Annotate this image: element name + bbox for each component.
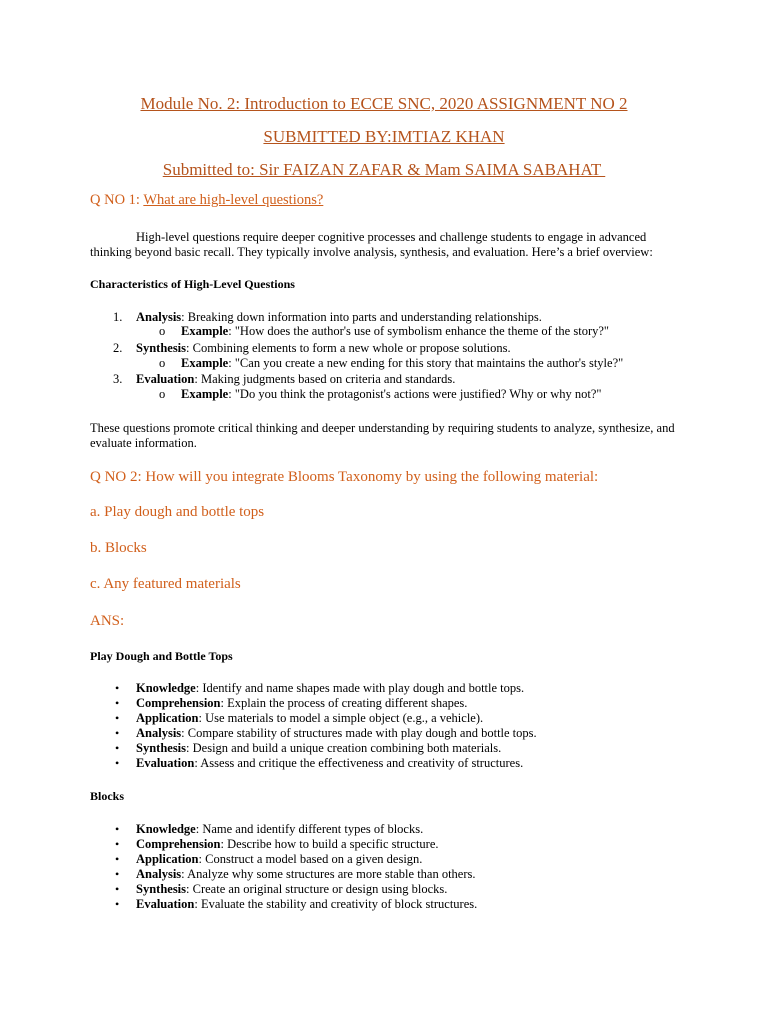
bullet-icon: •	[115, 681, 120, 695]
term: Application	[136, 852, 199, 866]
list-item-text	[136, 867, 476, 882]
example-text	[181, 324, 609, 339]
sub-bullet: o	[159, 387, 166, 401]
bullet-icon: •	[115, 822, 120, 836]
ans-label: ANS:	[90, 613, 125, 629]
characteristics-heading: Characteristics of High-Level Questions	[90, 277, 295, 291]
bullet-icon: •	[115, 882, 120, 896]
q1-heading	[90, 192, 323, 209]
term: Evaluation	[136, 372, 195, 386]
term: Comprehension	[136, 696, 221, 710]
list-item-text	[136, 372, 455, 387]
q1-conclusion-line2: evaluate information.	[90, 436, 197, 450]
q1-intro-line2: thinking beyond basic recall. They typically involve analysis, synthesis, and evaluation. Here’s a brief overview:	[90, 245, 653, 259]
sub-bullet: o	[159, 356, 166, 370]
term: Synthesis	[136, 341, 187, 355]
term: Application	[136, 711, 199, 725]
bullet-icon: •	[115, 897, 120, 911]
section-heading-blocks: Blocks	[90, 789, 125, 803]
q1-prefix: Q NO 1:	[90, 192, 140, 208]
example-body: : "Can you create a new ending for this story that maintains the author's style?"	[228, 356, 624, 370]
example-term: Example	[181, 356, 229, 370]
q1-conclusion-line1: These questions promote critical thinking and deeper understanding by requiring students to analyze, synthesize, and	[90, 421, 675, 435]
submitted-by: SUBMITTED BY:IMTIAZ KHAN	[263, 127, 505, 146]
list-item-text	[136, 756, 523, 771]
bullet-icon: •	[115, 837, 120, 851]
term: Synthesis	[136, 882, 187, 896]
bullet-icon: •	[115, 711, 120, 725]
term: Evaluation	[136, 756, 195, 770]
bullet-icon: •	[115, 726, 120, 740]
term: Comprehension	[136, 837, 221, 851]
list-number: 2.	[113, 341, 123, 355]
description: : Describe how to build a specific structure.	[220, 837, 439, 851]
list-item-text	[136, 711, 483, 726]
list-item-text	[136, 882, 447, 897]
q2-option-c: c. Any featured materials	[90, 576, 241, 592]
description: : Breaking down information into parts and understanding relationships.	[181, 310, 542, 324]
description: : Design and build a unique creation combining both materials.	[186, 741, 502, 755]
bullet-icon: •	[115, 741, 120, 755]
description: : Combining elements to form a new whole or propose solutions.	[186, 341, 511, 355]
section-heading-play-dough: Play Dough and Bottle Tops	[90, 649, 233, 663]
term: Analysis	[136, 310, 182, 324]
list-item-text	[136, 310, 542, 325]
term: Knowledge	[136, 822, 196, 836]
q1-intro-line1: High-level questions require deeper cognitive processes and challenge students to engage in advanced	[136, 230, 647, 244]
q2-heading: Q NO 2: How will you integrate Blooms Taxonomy by using the following material:	[90, 469, 599, 485]
example-term: Example	[181, 324, 229, 338]
example-body: : "Do you think the protagonist's actions were justified? Why or why not?"	[228, 387, 602, 401]
description: : Construct a model based on a given design.	[198, 852, 423, 866]
q1-question: What are high-level questions?	[143, 192, 324, 208]
description: : Identify and name shapes made with play dough and bottle tops.	[195, 681, 525, 695]
list-item-text	[136, 822, 423, 837]
example-body: : "How does the author's use of symbolism enhance the theme of the story?"	[228, 324, 610, 338]
list-item-text	[136, 696, 467, 711]
list-item-text	[136, 897, 477, 912]
example-text	[181, 387, 602, 402]
sub-bullet: o	[159, 324, 166, 338]
bullet-icon: •	[115, 867, 120, 881]
term: Knowledge	[136, 681, 196, 695]
q2-option-b: b. Blocks	[90, 540, 147, 556]
description: : Evaluate the stability and creativity of block structures.	[194, 897, 478, 911]
module-title: Module No. 2: Introduction to ECCE SNC, 2020 ASSIGNMENT NO 2	[140, 94, 628, 113]
list-number: 3.	[113, 372, 123, 386]
term: Analysis	[136, 726, 182, 740]
bullet-icon: •	[115, 852, 120, 866]
list-number: 1.	[113, 310, 123, 324]
description: : Name and identify different types of blocks.	[195, 822, 424, 836]
term: Analysis	[136, 867, 182, 881]
description: : Analyze why some structures are more stable than others.	[181, 867, 476, 881]
term: Evaluation	[136, 897, 195, 911]
submitted-to: Submitted to: Sir FAIZAN ZAFAR & Mam SAIMA SABAHAT	[162, 160, 606, 179]
description: : Explain the process of creating different shapes.	[220, 696, 468, 710]
description: : Create an original structure or design using blocks.	[186, 882, 448, 896]
description: : Use materials to model a simple object (e.g., a vehicle).	[198, 711, 484, 725]
list-item-text	[136, 837, 439, 852]
bullet-icon: •	[115, 756, 120, 770]
example-text	[181, 356, 623, 371]
bullet-icon: •	[115, 696, 120, 710]
description: : Compare stability of structures made with play dough and bottle tops.	[181, 726, 537, 740]
list-item-text	[136, 681, 524, 696]
description: : Making judgments based on criteria and standards.	[194, 372, 456, 386]
description: : Assess and critique the effectiveness and creativity of structures.	[194, 756, 524, 770]
list-item-text	[136, 852, 422, 867]
list-item-text	[136, 726, 537, 741]
list-item-text	[136, 341, 511, 356]
term: Synthesis	[136, 741, 187, 755]
example-term: Example	[181, 387, 229, 401]
list-item-text	[136, 741, 501, 756]
q2-option-a: a. Play dough and bottle tops	[90, 504, 265, 520]
